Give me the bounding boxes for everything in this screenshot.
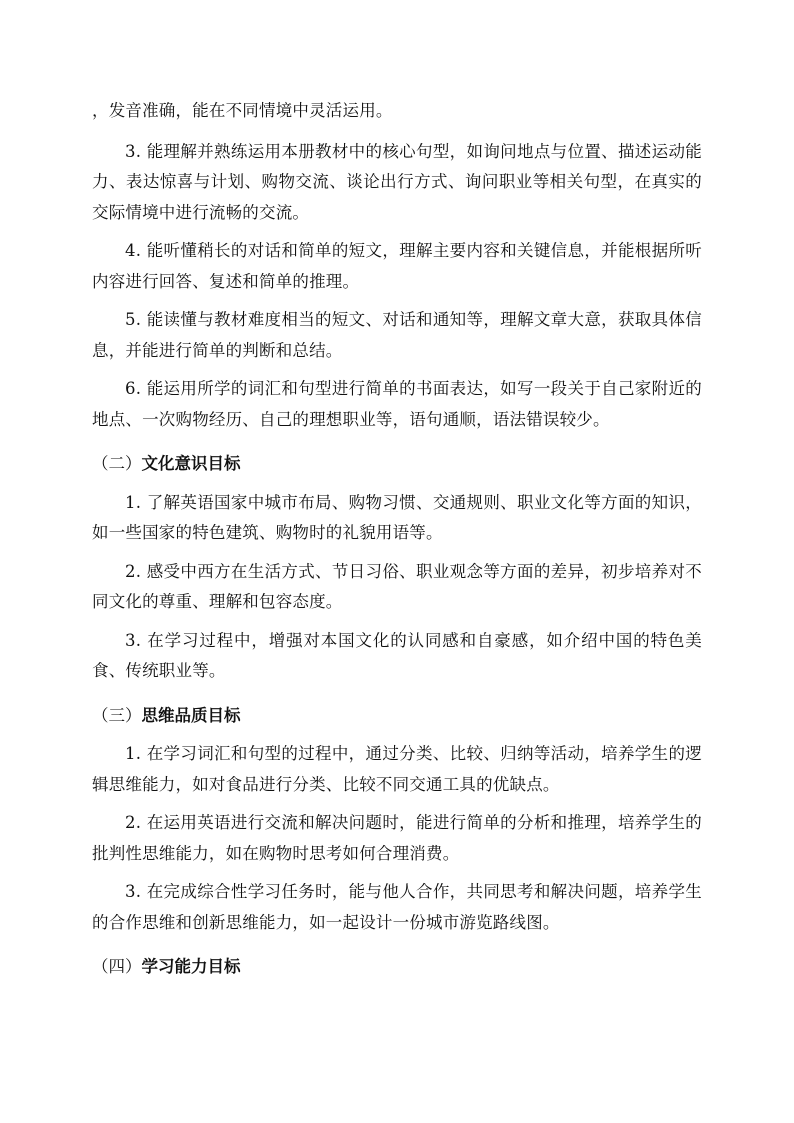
language-goal-6: 6. 能运用所学的词汇和句型进行简单的书面表达，如写一段关于自己家附近的地点、一次购物经历、自己的理想职业等，语句通顺，语法错误较少。: [92, 379, 702, 429]
culture-goal-1: 1. 了解英语国家中城市布局、购物习惯、交通规则、职业文化等方面的知识，如一些国家的特色建筑、购物时的礼貌用语等。: [92, 492, 702, 542]
thinking-goal-2: 2. 在运用英语进行交流和解决问题时，能进行简单的分析和推理，培养学生的批判性思维能力，如在购物时思考如何合理消费。: [92, 813, 702, 863]
language-goal-3: 3. 能理解并熟练运用本册教材中的核心句型，如询问地点与位置、描述运动能力、表达惊喜与计划、购物交流、谈论出行方式、询问职业等相关句型，在真实的交际情境中进行流畅的交流。: [92, 141, 702, 222]
section-number: （二）: [92, 454, 142, 473]
section-heading-learning: [92, 952, 702, 983]
culture-goal-2: 2. 感受中西方在生活方式、节日习俗、职业观念等方面的差异，初步培养对不同文化的尊重、理解和包容态度。: [92, 561, 702, 611]
section-number: （四）: [92, 957, 142, 976]
section-title: 思维品质目标: [141, 705, 241, 725]
language-goal-5: 5. 能读懂与教材难度相当的短文、对话和通知等，理解文章大意，获取具体信息，并能进行简单的判断和总结。: [92, 310, 702, 360]
thinking-goal-3: 3. 在完成综合性学习任务时，能与他人合作，共同思考和解决问题，培养学生的合作思维和创新思维能力，如一起设计一份城市游览路线图。: [92, 882, 702, 932]
culture-goal-3: 3. 在学习过程中，增强对本国文化的认同感和自豪感，如介绍中国的特色美食、传统职业等。: [92, 630, 702, 680]
section-heading-culture: [92, 449, 702, 480]
language-goal-4: 4. 能听懂稍长的对话和简单的短文，理解主要内容和关键信息，并能根据所听内容进行回答、复述和简单的推理。: [92, 241, 702, 291]
section-title: 文化意识目标: [141, 454, 241, 473]
section-number: （三）: [92, 705, 142, 725]
section-title: 学习能力目标: [141, 957, 241, 976]
section-heading-thinking: [92, 701, 702, 732]
thinking-goal-1: 1. 在学习词汇和句型的过程中，通过分类、比较、归纳等活动，培养学生的逻辑思维能力，如对食品进行分类、比较不同交通工具的优缺点。: [92, 744, 702, 794]
paragraph-continuation: ，发音准确，能在不同情境中灵活运用。: [92, 101, 393, 120]
